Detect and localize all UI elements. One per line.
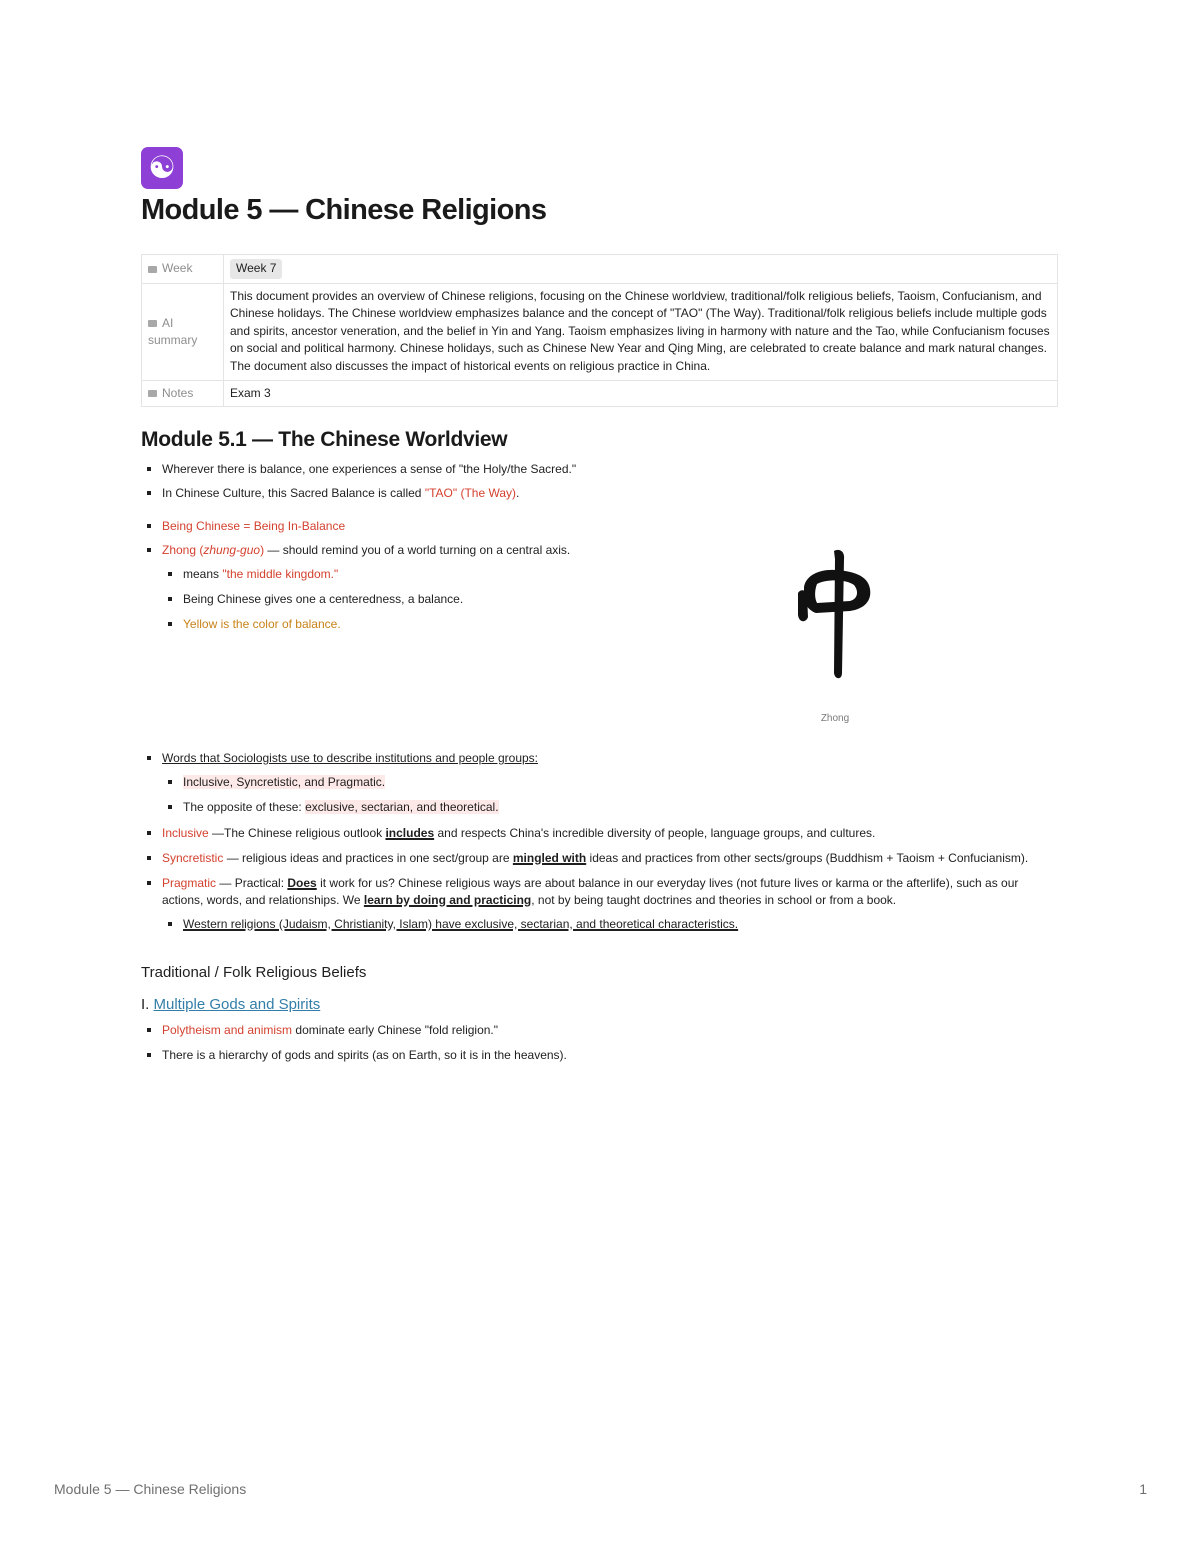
- sub-list-item: [162, 799, 1061, 816]
- emphasized-term: includes: [385, 826, 435, 840]
- property-value-notes[interactable]: Exam 3: [224, 380, 1058, 407]
- list-item-text: and respects China's incredible diversity of people, language groups, and cultures.: [434, 826, 876, 840]
- property-value-summary[interactable]: This document provides an overview of Chinese religions, focusing on the Chinese worldview, traditional/folk religious beliefs, Taoism, Confucianism, and Chinese holidays. The Chinese worldview emphasizes balance and the concept of "TAO" (The Way). Traditional/folk religious beliefs include multiple gods and spirits, ancestor veneration, and the belief in Yin and Yang. Taoism emphasizes living in harmony with nature and the Tao, while Confucianism focuses on social and political harmony. Chinese holidays, such as Chinese New Year and Qing Ming, are celebrated to create balance and mark natural changes. The document also discusses the impact of historical events on religious practice in China.: [224, 283, 1058, 380]
- list-item: [141, 1022, 1041, 1039]
- highlighted-term: Polytheism and animism: [162, 1023, 293, 1037]
- zhong-figure: [780, 545, 890, 724]
- yin-yang-icon: ☯: [141, 147, 183, 189]
- section-heading-folk-beliefs: Traditional / Folk Religious Beliefs: [141, 964, 367, 981]
- list-item-text: Words that Sociologists use to describe institutions and people groups:: [162, 751, 538, 765]
- page-title: Module 5 — Chinese Religions: [141, 194, 547, 226]
- bullet-list: [141, 1022, 1041, 1064]
- bullet-list: [141, 518, 581, 633]
- subsection-heading: [141, 996, 320, 1013]
- highlighted-term: ): [260, 543, 265, 557]
- sub-list: [162, 774, 1061, 816]
- page-number: 1: [1139, 1481, 1147, 1497]
- bullet-list: [141, 750, 1061, 933]
- highlighted-term: Yellow is the color of balance.: [183, 617, 341, 631]
- sub-list: [162, 566, 581, 633]
- sub-list-item: [162, 916, 1061, 933]
- list-item-text: ideas and practices from other sects/groups (Buddhism + Taoism + Confucianism).: [586, 851, 1029, 865]
- highlighted-term: Inclusive, Syncretistic, and Pragmatic.: [183, 775, 386, 789]
- list-item: [141, 750, 1061, 816]
- highlighted-term: Pragmatic: [162, 876, 217, 890]
- section-heading-worldview: Module 5.1 — The Chinese Worldview: [141, 428, 508, 451]
- list-item: [141, 518, 581, 535]
- list-item-text: — religious ideas and practices in one sect/group are: [223, 851, 513, 865]
- highlighted-term: zhung-guo: [203, 543, 261, 557]
- zhong-calligraphy-image: [790, 545, 880, 685]
- figure-caption: Zhong: [820, 713, 850, 724]
- highlighted-term: Being Chinese = Being In-Balance: [162, 519, 346, 533]
- sub-list-item: [162, 591, 581, 608]
- property-value-week[interactable]: [224, 255, 1058, 284]
- highlighted-term: "the middle kingdom.": [222, 567, 339, 581]
- list-item: [141, 542, 581, 633]
- property-key-summary: [142, 283, 224, 380]
- list-item: [141, 1047, 1041, 1064]
- emphasized-term: learn by doing and practicing: [363, 893, 532, 907]
- property-list-icon: [148, 320, 157, 327]
- property-list-icon: [148, 266, 157, 273]
- subsection-link[interactable]: Multiple Gods and Spirits: [153, 996, 321, 1013]
- sub-list-item: [162, 774, 1061, 791]
- properties-table: [141, 254, 1058, 407]
- footer-title: Module 5 — Chinese Religions: [54, 1481, 247, 1497]
- property-label: AI summary: [148, 315, 198, 347]
- list-item-text: — Practical:: [216, 876, 288, 890]
- list-item-text: , not by being taught doctrines and theories in school or from a book.: [531, 893, 897, 907]
- week-tag[interactable]: Week 7: [230, 259, 282, 279]
- property-key-notes: [142, 380, 224, 407]
- list-item: [141, 875, 1061, 933]
- list-item: [141, 850, 1061, 867]
- sub-list-item: [162, 616, 581, 633]
- list-item-text: — should remind you of a world turning on a central axis.: [264, 543, 571, 557]
- sub-list: [162, 916, 1061, 933]
- sub-list-item: [162, 566, 581, 583]
- property-row-week: [142, 255, 1058, 284]
- list-item: [141, 825, 1061, 842]
- list-item-text: it work for us? Chinese religious ways are about balance in our everyday lives (not future lives or karma or the afterlife), such as our actions, words, and relationships. We: [162, 876, 1019, 907]
- property-list-icon: [148, 390, 157, 397]
- list-item-text: There is a hierarchy of gods and spirits (as on Earth, so it is in the heavens).: [162, 1048, 567, 1062]
- property-row-summary: [142, 283, 1058, 380]
- highlighted-term: Zhong (: [162, 543, 204, 557]
- list-item: [141, 485, 741, 502]
- property-label: Notes: [162, 385, 194, 400]
- list-item-text: means: [183, 567, 223, 581]
- list-item-text: —The Chinese religious outlook: [208, 826, 386, 840]
- highlighted-term: "TAO" (The Way): [424, 486, 517, 500]
- highlighted-term: Syncretistic: [162, 851, 224, 865]
- subsection-prefix: I.: [141, 996, 154, 1013]
- list-item-text: Being Chinese gives one a centeredness, a balance.: [183, 592, 464, 606]
- highlighted-term: Inclusive: [162, 826, 209, 840]
- highlighted-term: exclusive, sectarian, and theoretical.: [305, 800, 499, 814]
- property-key-week: [142, 255, 224, 284]
- list-item-text: Western religions (Judaism, Christianity, Islam) have exclusive, sectarian, and theoretical characteristics.: [183, 917, 739, 931]
- bullet-list: [141, 461, 741, 502]
- emphasized-term: mingled with: [512, 851, 587, 865]
- emphasized-term: Does: [287, 876, 317, 890]
- list-item-text: The opposite of these:: [183, 800, 306, 814]
- list-item-text: In Chinese Culture, this Sacred Balance is called: [162, 486, 425, 500]
- list-item: [141, 461, 741, 478]
- list-item-text: dominate early Chinese "fold religion.": [292, 1023, 499, 1037]
- property-row-notes: [142, 380, 1058, 407]
- list-item-text: .: [516, 486, 520, 500]
- property-label: Week: [162, 261, 193, 276]
- list-item-text: Wherever there is balance, one experiences a sense of "the Holy/the Sacred.": [162, 462, 577, 476]
